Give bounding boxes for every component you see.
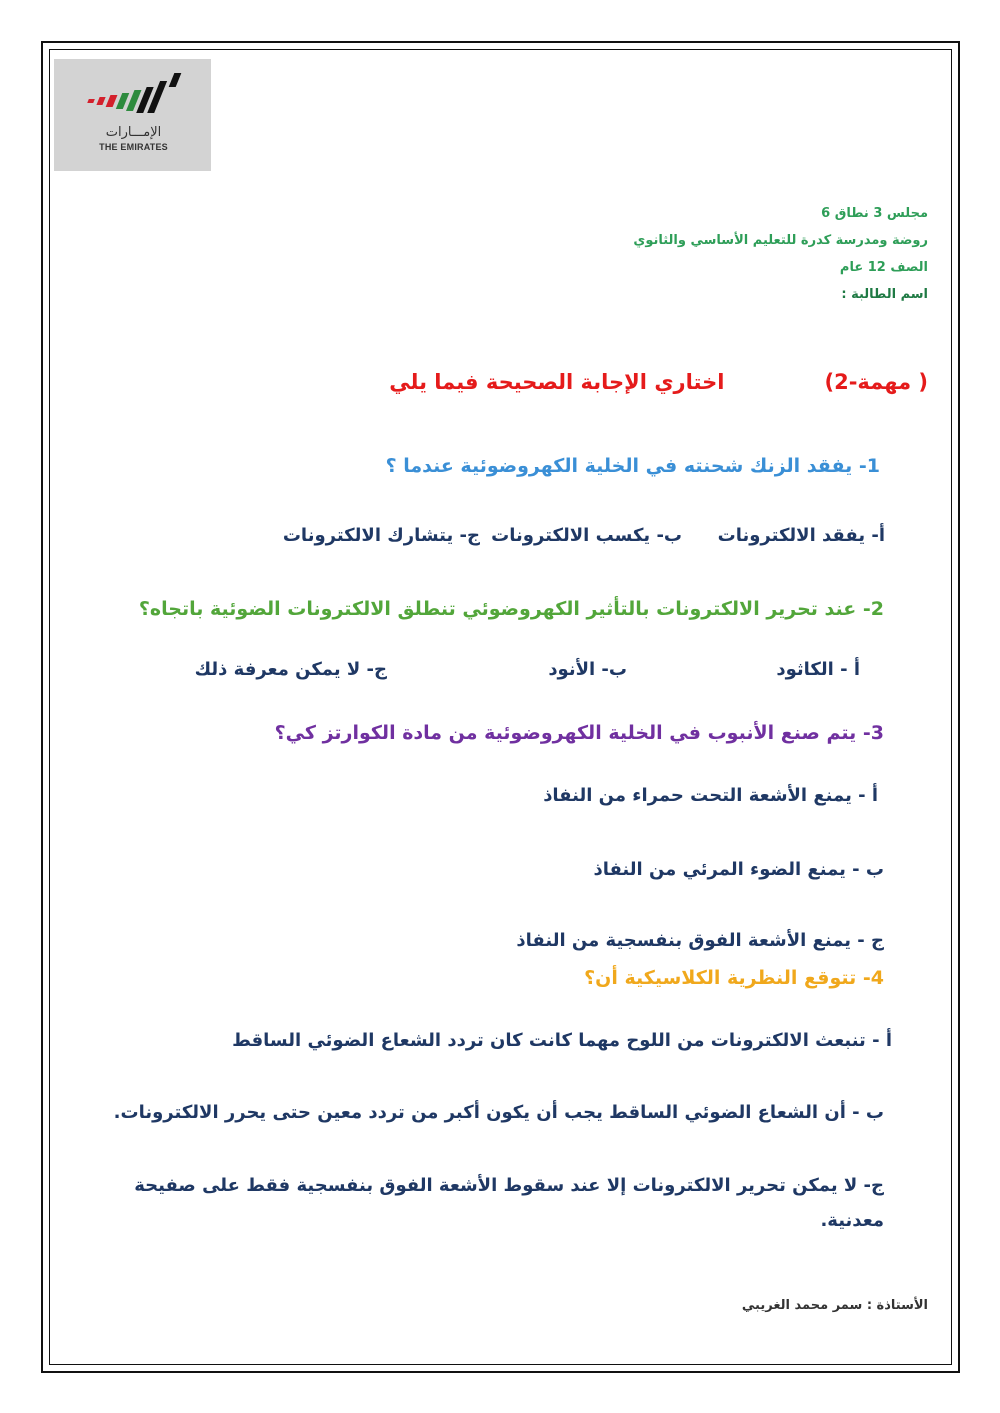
question-1-option-c[interactable]: ج- يتشارك الالكترونات <box>282 525 480 546</box>
question-2-option-c[interactable]: ج- لا يمكن معرفة ذلك <box>194 659 387 680</box>
question-1-option-b[interactable]: ب- يكسب الالكترونات <box>491 525 682 546</box>
question-3-option-b[interactable]: ب - يمنع الضوء المرئي من النفاذ <box>593 859 884 880</box>
teacher-name: الأستاذة : سمر محمد الغريبي <box>741 1298 928 1313</box>
question-4-option-c-continued: معدنية. <box>820 1210 884 1231</box>
question-4: 4- تتوقع النظرية الكلاسيكية أن؟ <box>584 967 884 989</box>
header-grade: الصف 12 عام <box>839 260 928 275</box>
question-3: 3- يتم صنع الأنبوب في الخلية الكهروضوئية من مادة الكوارتز كي؟ <box>274 722 884 744</box>
question-3-option-c[interactable]: ج - يمنع الأشعة الفوق بنفسجية من النفاذ <box>516 930 884 951</box>
task-title <box>389 370 928 394</box>
task-label: ( مهمة-2) <box>824 370 928 394</box>
question-2-option-b[interactable]: ب- الأنود <box>548 659 627 680</box>
question-4-option-b[interactable]: ب - أن الشعاع الضوئي الساقط يجب أن يكون أكبر من تردد معين حتى يحرر الالكترونات. <box>113 1102 884 1123</box>
question-1: 1- يفقد الزنك شحنته في الخلية الكهروضوئية عندما ؟ <box>385 455 880 477</box>
header-school: روضة ومدرسة كدرة للتعليم الأساسي والثانوي <box>633 233 928 248</box>
emirates-logo-bars-icon <box>54 59 211 129</box>
header-student-name: اسم الطالبة : <box>841 287 928 302</box>
logo-arabic-text: الإمـــارات <box>105 125 162 140</box>
question-4-option-c[interactable]: ج- لا يمكن تحرير الالكترونات إلا عند سقوط الأشعة الفوق بنفسجية فقط على صفيحة <box>134 1175 884 1196</box>
question-3-option-a[interactable]: أ - يمنع الأشعة التحت حمراء من النفاذ <box>543 785 878 806</box>
question-4-option-a[interactable]: أ - تنبعث الالكترونات من اللوح مهما كانت كان تردد الشعاع الضوئي الساقط <box>232 1030 892 1051</box>
header-council: مجلس 3 نطاق 6 <box>821 206 928 221</box>
question-1-option-a[interactable]: أ- يفقد الالكترونات <box>717 525 885 546</box>
question-2: 2- عند تحرير الالكترونات بالتأثير الكهروضوئي تنطلق الالكترونات الضوئية باتجاه؟ <box>138 598 884 620</box>
logo-english-text: THE EMIRATES <box>99 142 168 152</box>
task-instruction: اختاري الإجابة الصحيحة فيما يلي <box>389 370 725 394</box>
emirates-logo <box>54 59 211 171</box>
question-2-option-a[interactable]: أ - الكاثود <box>776 659 860 680</box>
